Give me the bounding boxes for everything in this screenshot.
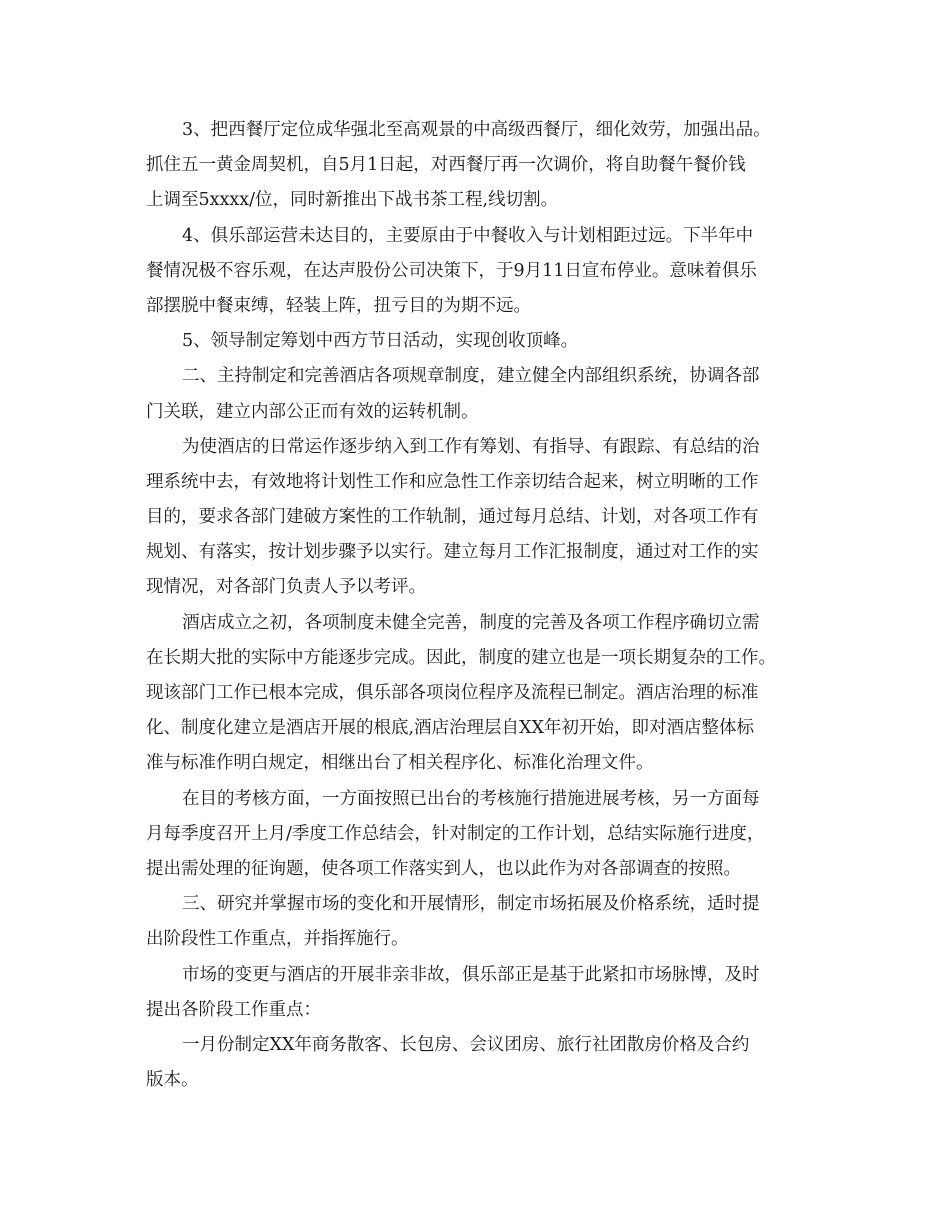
paragraph-first-line: 一月份制定XX年商务散客、长包房、会议团房、旅行社团散房价格及合约 — [182, 1034, 750, 1055]
paragraph-first-line: 二、主持制定和完善酒店各项规章制度，建立健全内部组织系统，协调各部 — [182, 366, 760, 387]
paragraph-first-line: 3、把西餐厅定位成华强北至高观景的中高级西餐厅，细化效劳，加强出品。 — [182, 120, 771, 140]
paragraph-line: 出阶段性工作重点，并指挥施行。 — [146, 929, 409, 950]
paragraph-line: 上调至5xxxx/位，同时新推出下战书茶工程,线切割。 — [146, 190, 559, 211]
paragraph-line: 抓住五一黄金周契机，自5月1日起，对西餐厅再一次调价，将自助餐午餐价钱 — [146, 155, 746, 176]
paragraph-line: 在长期大批的实际中方能逐步完成。因此，制度的建立也是一项长期复杂的工作。 — [146, 647, 776, 668]
paragraph-first-line: 三、研究并掌握市场的变化和开展情形，制定市场拓展及价格系统，适时提 — [182, 894, 760, 915]
paragraph-first-line: 酒店成立之初，各项制度未健全完善，制度的完善及各项工作程序确切立需 — [182, 612, 760, 633]
paragraph-line: 准与标准作明白规定，相继出台了相关程序化、标准化治理文件。 — [146, 753, 654, 774]
paragraph-line: 月每季度召开上月/季度工作总结会，针对制定的工作计划，总结实际施行进度， — [146, 823, 765, 844]
paragraph-line: 规划、有落实，按计划步骤予以实行。建立每月工作汇报制度，通过对工作的实 — [146, 542, 759, 563]
paragraph-line: 部摆脱中餐束缚，轻装上阵，扭亏目的为期不远。 — [146, 295, 531, 316]
paragraph-line: 化、制度化建立是酒店开展的根底,酒店治理层自XX年初开始，即对酒店整体标 — [146, 718, 754, 739]
paragraph-line: 目的，要求各部门建破方案性的工作轨制，通过每月总结、计划，对各项工作有 — [146, 507, 759, 528]
paragraph-line: 现情况，对各部门负责人予以考评。 — [146, 577, 426, 598]
document-body — [146, 113, 826, 1098]
paragraph-first-line: 市场的变更与酒店的开展非亲非故，俱乐部正是基于此紧扣市场脉博，及时 — [182, 964, 760, 985]
paragraph-line: 现该部门工作已根本完成，俱乐部各项岗位程序及流程已制定。酒店治理的标准 — [146, 683, 759, 703]
paragraph-line: 提出各阶段工作重点： — [146, 999, 321, 1020]
paragraph-first-line: 4、俱乐部运营未达目的，主要原由于中餐收入与计划相距过远。下半年中 — [182, 225, 754, 246]
paragraph-first-line: 为使酒店的日常运作逐步纳入到工作有筹划、有指导、有跟踪、有总结的治 — [182, 436, 760, 457]
paragraph-line: 门关联，建立内部公正而有效的运转机制。 — [146, 401, 479, 422]
paragraph-line: 提出需处理的征询题，使各项工作落实到人，也以此作为对各部调查的按照。 — [146, 858, 741, 879]
paragraph-line: 餐情况极不容乐观，在达声股份公司决策下，于9月11日宣布停业。意味着俱乐 — [146, 260, 757, 281]
paragraph-line: 版本。 — [146, 1070, 199, 1091]
paragraph-first-line: 5、领导制定筹划中西方节日活动，实现创收顶峰。 — [182, 331, 579, 352]
paragraph-first-line: 在目的考核方面，一方面按照已出台的考核施行措施进展考核，另一方面每 — [182, 788, 760, 809]
paragraph-line: 理系统中去，有效地将计划性工作和应急性工作亲切结合起来，树立明晰的工作 — [146, 471, 759, 492]
